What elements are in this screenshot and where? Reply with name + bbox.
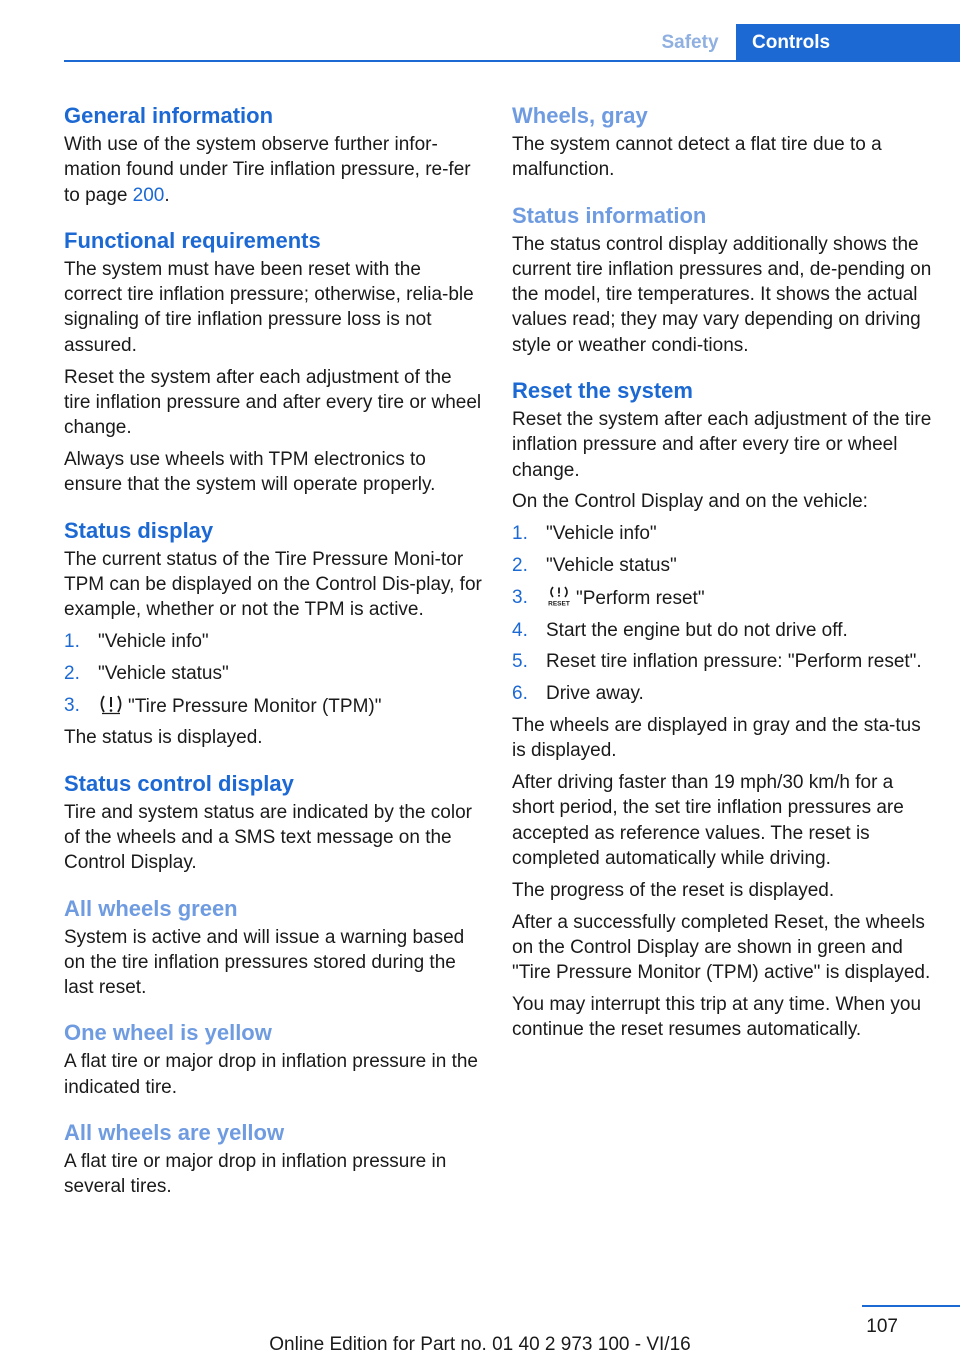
list-item: [64, 693, 482, 719]
heading-wheels-gray: Wheels, gray: [512, 103, 648, 128]
reset-p5: The progress of the reset is displayed.: [512, 879, 835, 901]
wheels-gray-p1: The system cannot detect a flat tire due to a malfunction.: [512, 134, 882, 181]
heading-status-display: Status display: [64, 517, 214, 543]
footer-edition: Online Edition for Part no. 01 40 2 973 100 - VI/16: [269, 1334, 691, 1355]
section-all-wheels-yellow: [64, 1117, 482, 1200]
step-number: 3.: [512, 586, 528, 608]
section-general-information: [64, 100, 482, 208]
list-item: [512, 553, 932, 578]
all-wheels-green-p1: System is active and will issue a warning based on the tire inflation pressures stored during the last reset.: [64, 926, 465, 999]
list-item: [512, 681, 932, 706]
status-information-p1: The status control display additionally shows the current tire inflation pressures and, de-pending on the model, tire temperatures. It shows the actual values read; they may vary depending on driving style or weather condi-tions.: [512, 233, 932, 356]
functional-p1: The system must have been reset with the correct tire inflation pressure; otherwise, relia-ble signaling of tire inflation pressure loss is not assured.: [64, 258, 474, 356]
header-rule: [64, 60, 960, 62]
section-wheels-gray: [512, 100, 932, 183]
tab-controls[interactable]: Controls: [736, 24, 960, 62]
section-status-information: [512, 200, 932, 358]
heading-one-wheel-yellow: One wheel is yellow: [64, 1020, 272, 1046]
heading-status-information: Status information: [512, 202, 707, 228]
step-number: 6.: [512, 683, 528, 705]
tpm-reset-icon: [546, 585, 572, 607]
step-number: 1.: [64, 630, 80, 652]
functional-p2: Reset the system after each adjustment of the tire inflation pressure and after every tire or wheel change.: [64, 366, 482, 439]
heading-all-wheels-green: All wheels green: [64, 895, 238, 921]
page-number: 107: [866, 1316, 898, 1337]
reset-steps: [512, 521, 932, 706]
step-number: 2.: [64, 662, 80, 684]
step-text: Reset tire inflation pressure: "Perform reset".: [546, 651, 922, 673]
left-column: [64, 100, 482, 1206]
section-status-display: [64, 515, 482, 751]
list-item: [512, 585, 932, 611]
step-number: 4.: [512, 619, 528, 641]
section-one-wheel-yellow: [64, 1017, 482, 1100]
step-number: 2.: [512, 555, 528, 577]
page-link-200[interactable]: 200: [132, 184, 165, 206]
general-text-after-link: .: [164, 184, 170, 206]
section-all-wheels-green: [64, 893, 482, 1001]
step-text: "Vehicle info": [98, 630, 209, 652]
section-reset-the-system: [512, 375, 932, 1043]
reset-p6: After a successfully completed Reset, the wheels on the Control Display are shown in green and "Tire Pressure Monitor (TPM) active" is displayed.: [512, 911, 931, 984]
step-text: Start the engine but do not drive off.: [546, 619, 848, 641]
step-text: "Perform reset": [576, 587, 705, 609]
step-text: "Vehicle status": [546, 555, 677, 577]
step-text: "Tire Pressure Monitor (TPM)": [128, 695, 382, 717]
status-control-p1: Tire and system status are indicated by the color of the wheels and a SMS text message on the Control Display.: [64, 801, 472, 874]
reset-p7: You may interrupt this trip at any time. When you continue the reset resumes automatically.: [512, 994, 922, 1041]
heading-functional-requirements: Functional requirements: [64, 227, 321, 253]
reset-icon-label: RESET: [548, 600, 570, 607]
general-text-before-link: With use of the system observe further infor-mation found under Tire inflation pressure, re-fer to page: [64, 134, 471, 206]
list-item: [512, 521, 932, 546]
list-item: [64, 661, 482, 686]
reset-p1: Reset the system after each adjustment of the tire inflation pressure and after every tire or wheel change.: [512, 409, 932, 481]
reset-p3: The wheels are displayed in gray and the sta-tus is displayed.: [512, 715, 921, 762]
list-item: [512, 649, 932, 674]
footer-rule: [862, 1305, 960, 1307]
reset-p2: On the Control Display and on the vehicle:: [512, 491, 868, 513]
heading-all-wheels-yellow: All wheels are yellow: [64, 1120, 285, 1146]
step-text: Drive away.: [546, 683, 644, 705]
status-display-p1: The current status of the Tire Pressure Moni-tor TPM can be displayed on the Control Dis-play, for example, whether or not the TPM is active.: [64, 548, 482, 621]
status-display-steps: [64, 629, 482, 719]
section-functional-requirements: [64, 225, 482, 498]
step-number: 3.: [64, 694, 80, 716]
section-status-control-display: [64, 768, 482, 876]
heading-general-information: General information: [64, 103, 274, 128]
step-text: "Vehicle status": [98, 662, 229, 684]
one-wheel-yellow-p1: A flat tire or major drop in inflation pressure in the indicated tire.: [64, 1051, 478, 1098]
general-information-text: [64, 132, 482, 208]
right-column: [512, 100, 932, 1049]
step-number: 5.: [512, 651, 528, 673]
functional-p3: Always use wheels with TPM electronics to ensure that the system will operate properly.: [64, 448, 436, 496]
all-wheels-yellow-p1: A flat tire or major drop in inflation pressure in several tires.: [64, 1151, 447, 1198]
status-display-after: The status is displayed.: [64, 727, 263, 749]
reset-p4: After driving faster than 19 mph/30 km/h for a short period, the set tire inflation pressures are accepted as reference values. The reset is completed automatically while driving.: [512, 772, 904, 870]
tpm-warning-icon: [98, 693, 124, 715]
heading-reset-the-system: Reset the system: [512, 378, 693, 404]
tab-safety[interactable]: Safety: [661, 32, 719, 53]
step-number: 1.: [512, 523, 528, 545]
step-text: "Vehicle info": [546, 523, 657, 545]
heading-status-control-display: Status control display: [64, 770, 294, 796]
list-item: [512, 618, 932, 643]
list-item: [64, 629, 482, 654]
